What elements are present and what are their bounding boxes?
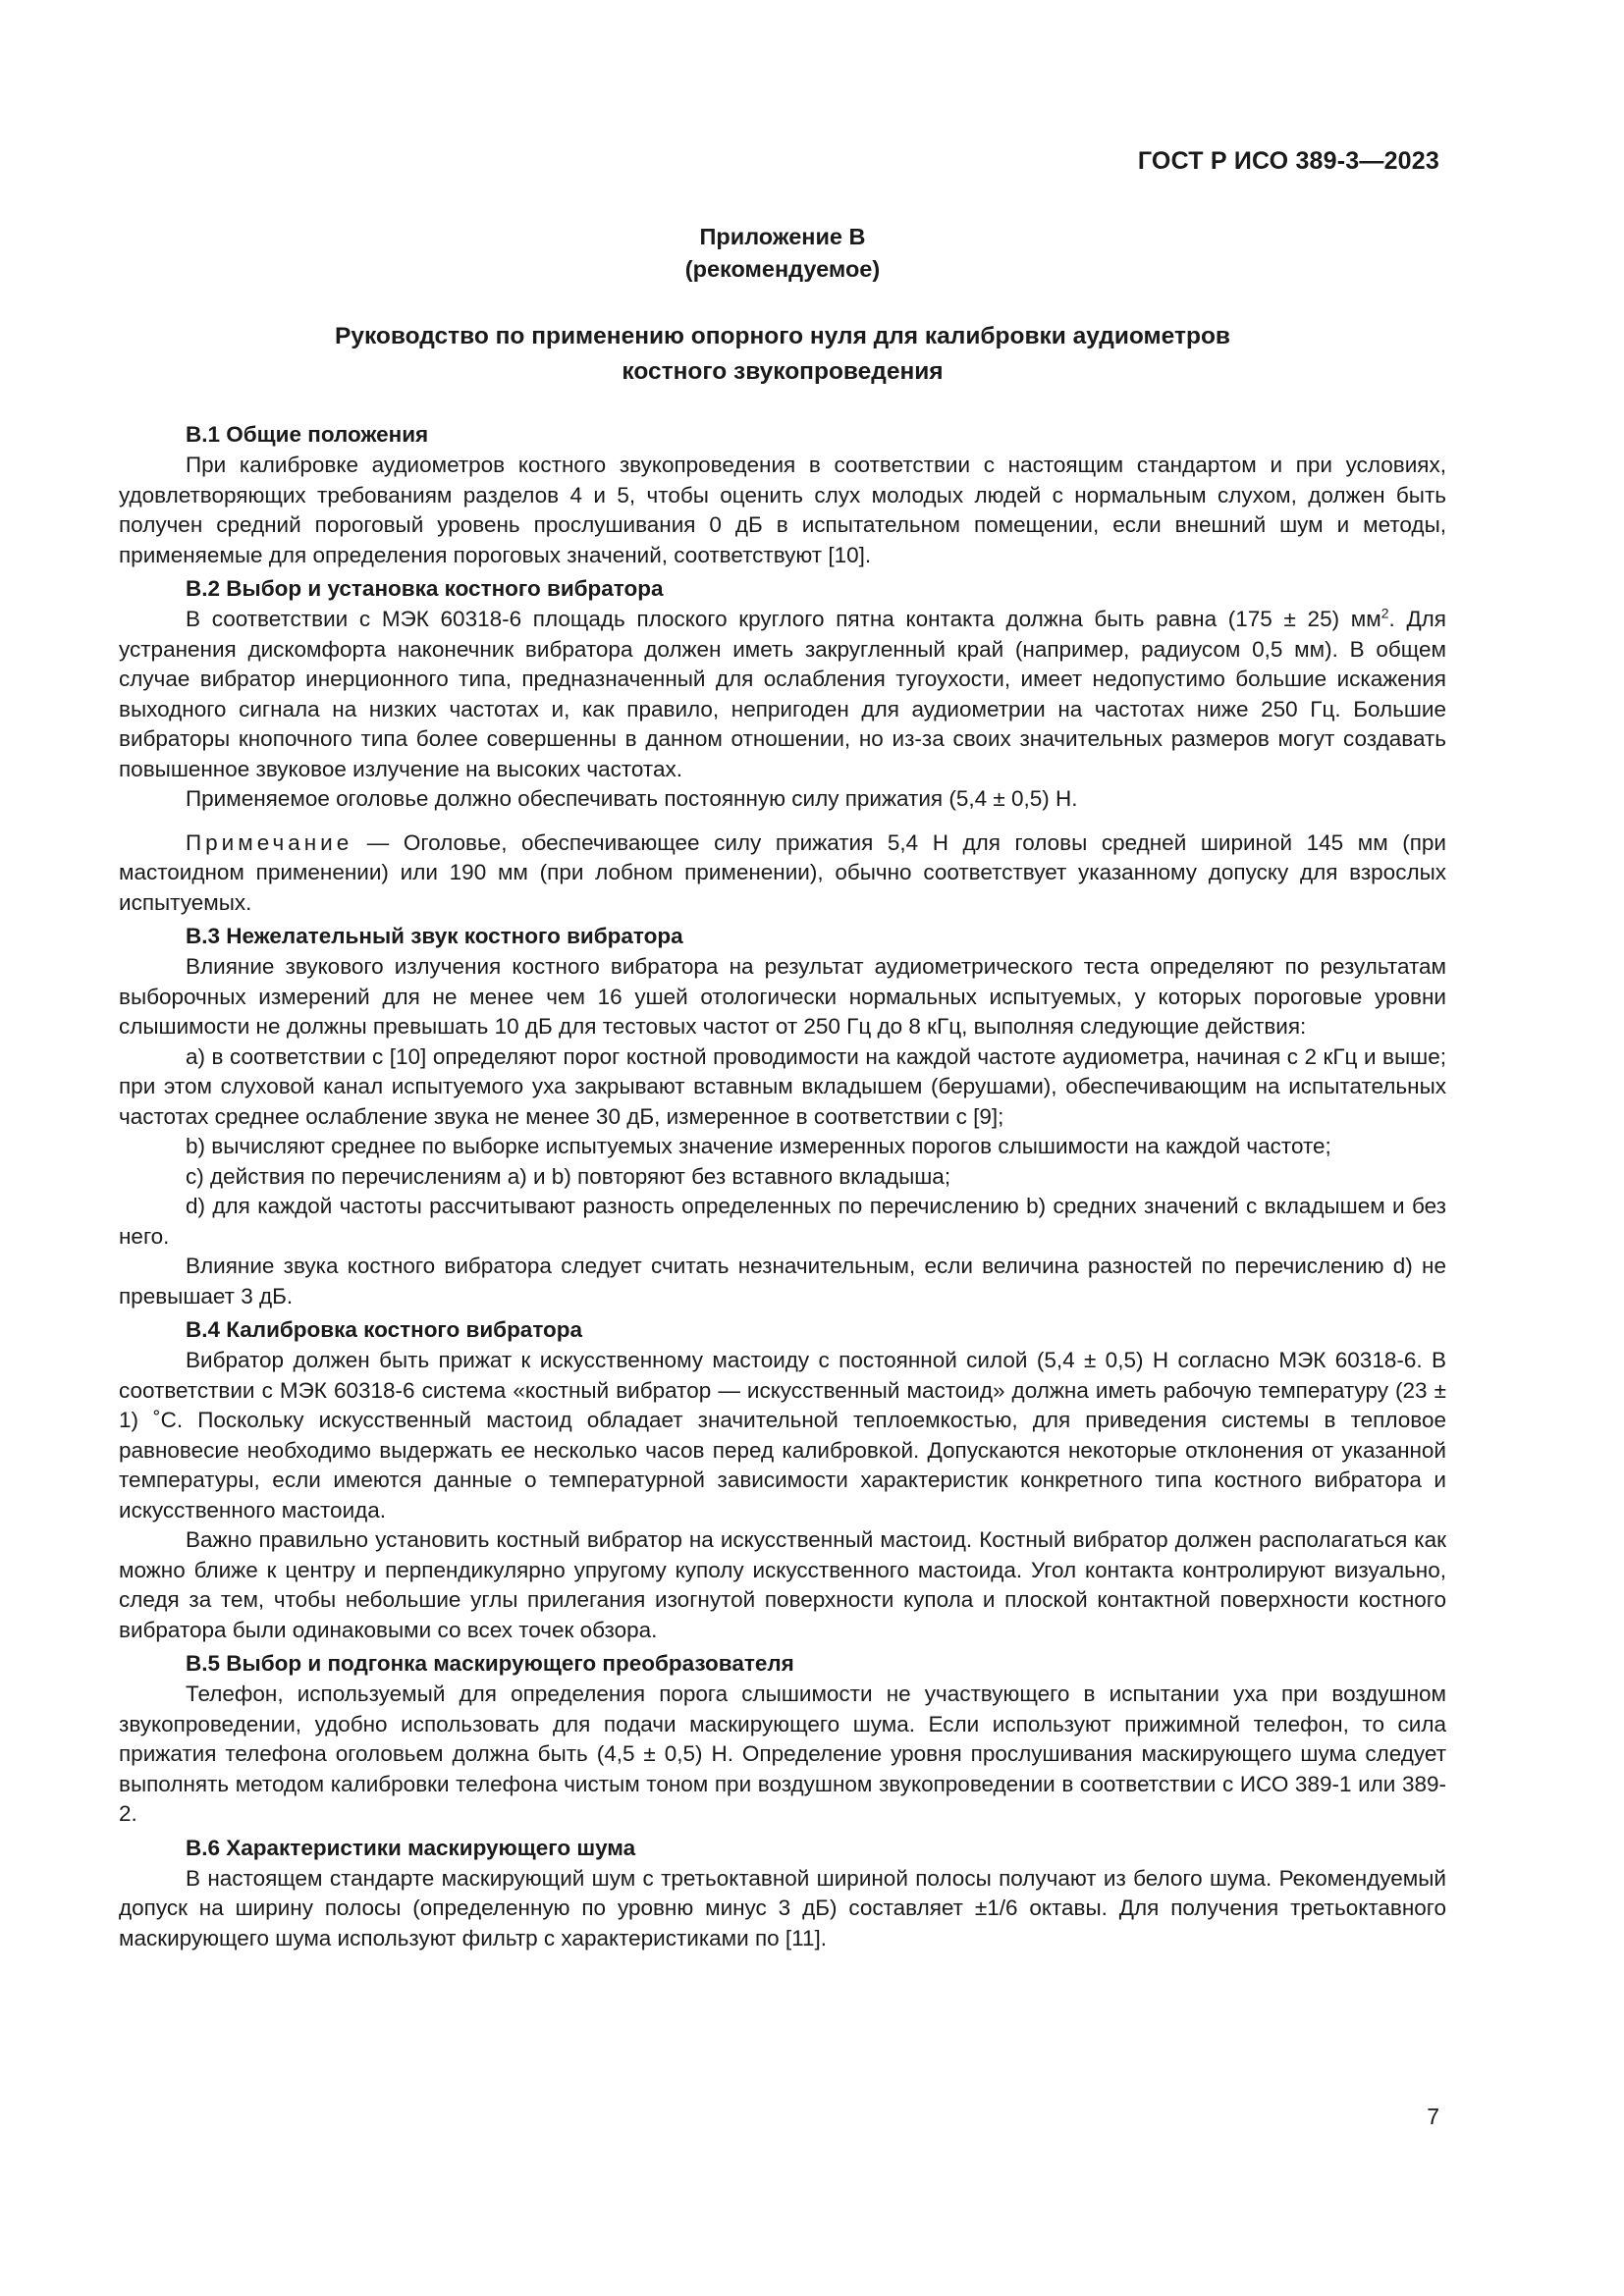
section-b2-paragraph-1 — [119, 605, 1446, 784]
page-number: 7 — [1427, 2104, 1439, 2129]
section-b3-paragraph-2: Влияние звука костного вибратора следует считать незначительным, если величина разностей по перечислению d) не превышает 3 дБ. — [119, 1254, 1446, 1308]
section-b4-paragraph-1: Вибратор должен быть прижат к искусственному мастоиду с постоянной силой (5,4 ± 0,5) Н согласно МЭК 60318-6. В соответствии с МЭК 60318-6 система «костный вибратор — искусственный мастоид» должна иметь рабочую температуру (23 ± 1) ˚С. Поскольку искусственный мастоид обладает значительной теплоемкостью, для приведения системы в тепловое равновесие необходимо выдержать ее несколько часов перед калибровкой. Допускаются некоторые отклонения от указанной температуры, если имеются данные о температурной зависимости характеристик конкретного типа костного вибратора и искусственного мастоида. — [119, 1348, 1446, 1522]
appendix-label: Приложение В — [699, 224, 866, 249]
section-b2-p1-end: . Для устранения дискомфорта наконечник вибратора должен иметь закругленный край (например, радиусом 0,5 мм). В общем случае вибратор инерционного типа, предназначенный для ослабления тугоухости, имеет недопустимо большие искажения выходного сигнала на низких частотах и, как правило, непригоден для аудиометрии на частотах ниже 250 Гц. Большие вибраторы кнопочного типа более совершенны в данном отношении, но из-за своих значительных размеров могут создавать повышенное звуковое излучение на высоких частотах. — [119, 607, 1446, 781]
note-text: — Оголовье, обеспечивающее силу прижатия 5,4 Н для головы средней шириной 145 мм (при мастоидном применении) или 190 мм (при лобном применении), обычно соответствует указанному допуску для взрослых испытуемых. — [119, 829, 1446, 915]
section-b2-p1-start: В соответствии с МЭК 60318-6 площадь плоского круглого пятна контакта должна быть равна (175 ± 25) мм — [186, 607, 1381, 631]
section-b5-paragraph: Телефон, используемый для определения порога слышимости не участвующего в испытании уха при воздушном звукопроведении, удобно использовать для подачи маскирующего шума. Если используют прижимной телефон, то сила прижатия телефона оголовьем должна быть (4,5 ± 0,5) Н. Определение уровня прослушивания маскирующего шума следует выполнять методом калибровки телефона чистым тоном при воздушном звукопроведении в соответствии с ИСО 389-1 или 389-2. — [119, 1682, 1446, 1826]
section-b3-item-c: c) действия по перечислениям a) и b) повторяют без вставного вкладыша; — [186, 1163, 951, 1189]
section-b5-heading: В.5 Выбор и подгонка маскирующего преобразователя — [186, 1651, 794, 1676]
standard-code: ГОСТ Р ИСО 389-3—2023 — [1137, 147, 1439, 175]
section-b1-paragraph: При калибровке аудиометров костного звукопроведения в соответствии с настоящим стандартом и при условиях, удовлетворяющих требованиям разделов 4 и 5, чтобы оценить слух молодых людей с нормальным слухом, должен быть получен средний пороговый уровень прослушивания 0 дБ в испытательном помещении, если внешний шум и методы, применяемые для определения пороговых значений, соответствуют [10]. — [119, 453, 1446, 567]
page-content — [119, 221, 1446, 1953]
section-b4-paragraph-2: Важно правильно установить костный вибратор на искусственный мастоид. Костный вибратор должен располагаться как можно ближе к центру и перпендикулярно упругому куполу искусственного мастоида. Угол контакта контролируют визуально, следя за тем, чтобы небольшие углы прилегания изогнутой поверхности купола и плоской контактной поверхности костного вибратора были одинаковыми со всех точек обзора. — [119, 1527, 1446, 1642]
appendix-title-line1: Руководство по применению опорного нуля для калибровки аудиометров — [335, 323, 1230, 349]
section-b2-paragraph-2: Применяемое оголовье должно обеспечивать постоянную силу прижатия (5,4 ± 0,5) Н. — [186, 786, 1078, 811]
note-label: Примечание — [186, 829, 353, 855]
section-b3-item-a: a) в соответствии с [10] определяют порог костной проводимости на каждой частоте аудиометра, начиная с 2 кГц и выше; при этом слуховой канал испытуемого уха закрывают вставным вкладышем (берушами), обеспечивающим на испытательных частотах среднее ослабление звука не менее 30 дБ, измеренное в соответствии с [9]; — [119, 1043, 1446, 1129]
appendix-title — [119, 319, 1446, 390]
appendix-title-line2: костного звукопроведения — [622, 358, 944, 385]
section-b3-heading: В.3 Нежелательный звук костного вибратора — [186, 924, 683, 948]
section-b6-heading: В.6 Характеристики маскирующего шума — [186, 1835, 636, 1860]
section-b1-heading: В.1 Общие положения — [186, 422, 429, 447]
section-b6-paragraph: В настоящем стандарте маскирующий шум с третьоктавной шириной полосы получают из белого шума. Рекомендуемый допуск на ширину полосы (определенную по уровню минус 3 дБ) составляет ±1/6 октавы. Для получения третьоктавного маскирующего шума используют фильтр с характеристиками по [11]. — [119, 1865, 1446, 1950]
superscript-2: 2 — [1380, 605, 1389, 621]
section-b3-paragraph-1: Влияние звукового излучения костного вибратора на результат аудиометрического теста определяют по результатам выборочных измерений для не менее чем 16 ушей отологически нормальных испытуемых, у которых пороговые уровни слышимости не должны превышать 10 дБ для тестовых частот от 250 Гц до 8 кГц, выполняя следующие действия: — [119, 954, 1446, 1039]
section-b3-item-b: b) вычисляют среднее по выборке испытуемых значение измеренных порогов слышимости на каждой частоте; — [186, 1134, 1331, 1158]
section-b3-item-d: d) для каждой частоты рассчитывают разность определенных по перечислению b) средних значений с вкладышем и без него. — [119, 1194, 1446, 1249]
section-b2-heading: В.2 Выбор и установка костного вибратора — [186, 576, 664, 601]
section-b2-note — [119, 828, 1446, 919]
section-b4-heading: В.4 Калибровка костного вибратора — [186, 1317, 583, 1342]
appendix-status: (рекомендуемое) — [684, 256, 881, 282]
